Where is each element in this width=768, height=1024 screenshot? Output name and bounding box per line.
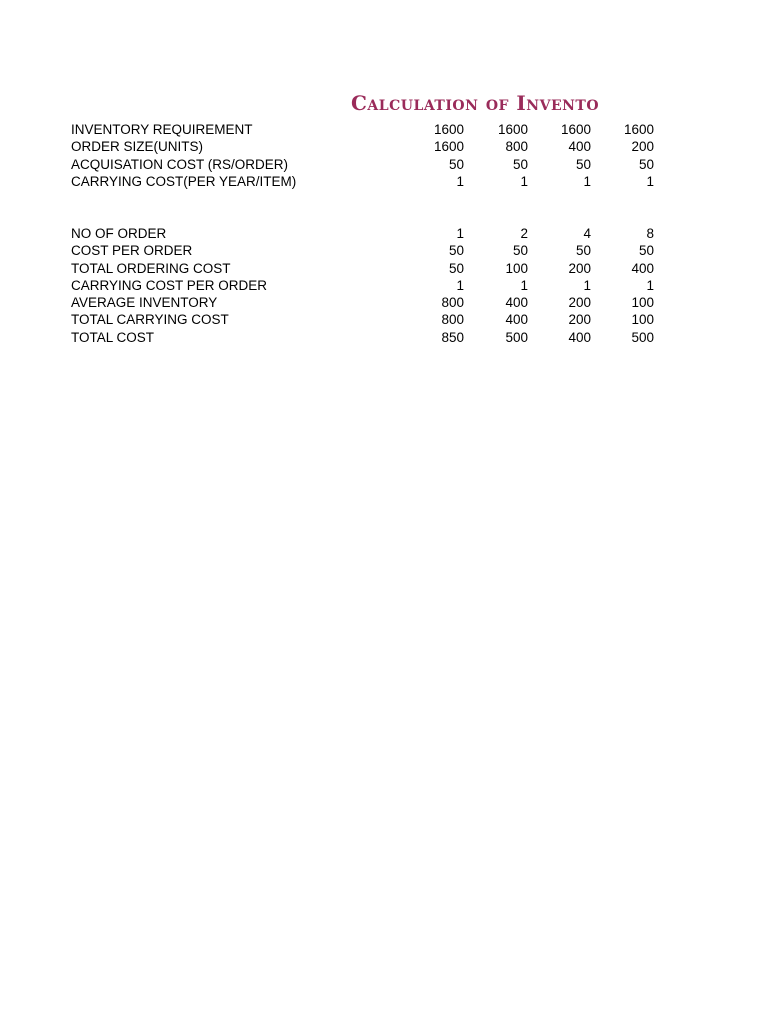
- cell-value: 200: [568, 295, 591, 311]
- row-label: COST PER ORDER: [71, 243, 193, 259]
- cell-value: 1600: [497, 122, 528, 137]
- cell-value: 50: [448, 156, 464, 172]
- table-row: [0, 242, 768, 259]
- row-label: ACQUISATION COST (RS/ORDER): [71, 156, 289, 172]
- cell-value: 50: [448, 260, 464, 276]
- cell-value: 1: [520, 277, 528, 293]
- cell-value: 1: [520, 173, 528, 189]
- table-row: [0, 225, 768, 242]
- cell-value: 500: [631, 329, 654, 345]
- cell-value: 400: [568, 139, 591, 155]
- cell-value: 400: [568, 329, 591, 345]
- cell-value: 1: [456, 226, 464, 241]
- cell-value: 50: [575, 156, 591, 172]
- cell-value: 400: [631, 260, 654, 276]
- row-label: AVERAGE INVENTORY: [71, 295, 218, 311]
- cell-value: 400: [505, 295, 528, 311]
- cell-value: 50: [638, 156, 654, 172]
- cell-value: 800: [441, 295, 464, 311]
- table-row: [0, 329, 768, 346]
- cell-value: 4: [583, 226, 591, 241]
- row-label: CARRYING COST(PER YEAR/ITEM): [71, 173, 297, 189]
- cell-value: 850: [441, 329, 464, 345]
- cell-value: 1600: [433, 139, 464, 155]
- cell-value: 50: [575, 243, 591, 259]
- row-label: CARRYING COST PER ORDER: [71, 277, 268, 293]
- row-label: TOTAL CARRYING COST: [71, 312, 229, 328]
- cell-value: 50: [448, 243, 464, 259]
- cell-value: 1: [583, 277, 591, 293]
- cell-value: 200: [568, 260, 591, 276]
- cell-value: 50: [512, 243, 528, 259]
- table-row: [0, 260, 768, 277]
- table-row: [0, 277, 768, 294]
- cell-value: 1: [646, 173, 654, 189]
- cell-value: 500: [505, 329, 528, 345]
- results-table: [0, 225, 768, 346]
- cell-value: 1600: [560, 122, 591, 137]
- cell-value: 1: [646, 277, 654, 293]
- cell-value: 50: [512, 156, 528, 172]
- cell-value: 800: [441, 312, 464, 328]
- cell-value: 50: [638, 243, 654, 259]
- cell-value: 1: [583, 173, 591, 189]
- row-label: ORDER SIZE(UNITS): [71, 139, 204, 155]
- cell-value: 200: [568, 312, 591, 328]
- cell-value: 200: [631, 139, 654, 155]
- cell-value: 400: [505, 312, 528, 328]
- cell-value: 100: [631, 312, 654, 328]
- cell-value: 100: [631, 295, 654, 311]
- table-row: [0, 121, 768, 138]
- cell-value: 8: [646, 226, 654, 241]
- page-title: Calculation of Invento: [351, 91, 600, 115]
- cell-value: 2: [520, 226, 528, 241]
- table-row: [0, 156, 768, 173]
- cell-value: 1: [456, 173, 464, 189]
- row-label: TOTAL ORDERING COST: [71, 260, 231, 276]
- cell-value: 800: [505, 139, 528, 155]
- cell-value: 1600: [623, 122, 654, 137]
- table-row: [0, 311, 768, 328]
- cell-value: 1: [456, 277, 464, 293]
- row-label: TOTAL COST: [71, 329, 155, 345]
- row-label: NO OF ORDER: [71, 226, 167, 241]
- row-label: INVENTORY REQUIREMENT: [71, 122, 253, 137]
- table-row: [0, 294, 768, 311]
- cell-value: 100: [505, 260, 528, 276]
- cell-value: 1600: [433, 122, 464, 137]
- inputs-table: [0, 121, 768, 190]
- table-row: [0, 173, 768, 190]
- table-row: [0, 138, 768, 155]
